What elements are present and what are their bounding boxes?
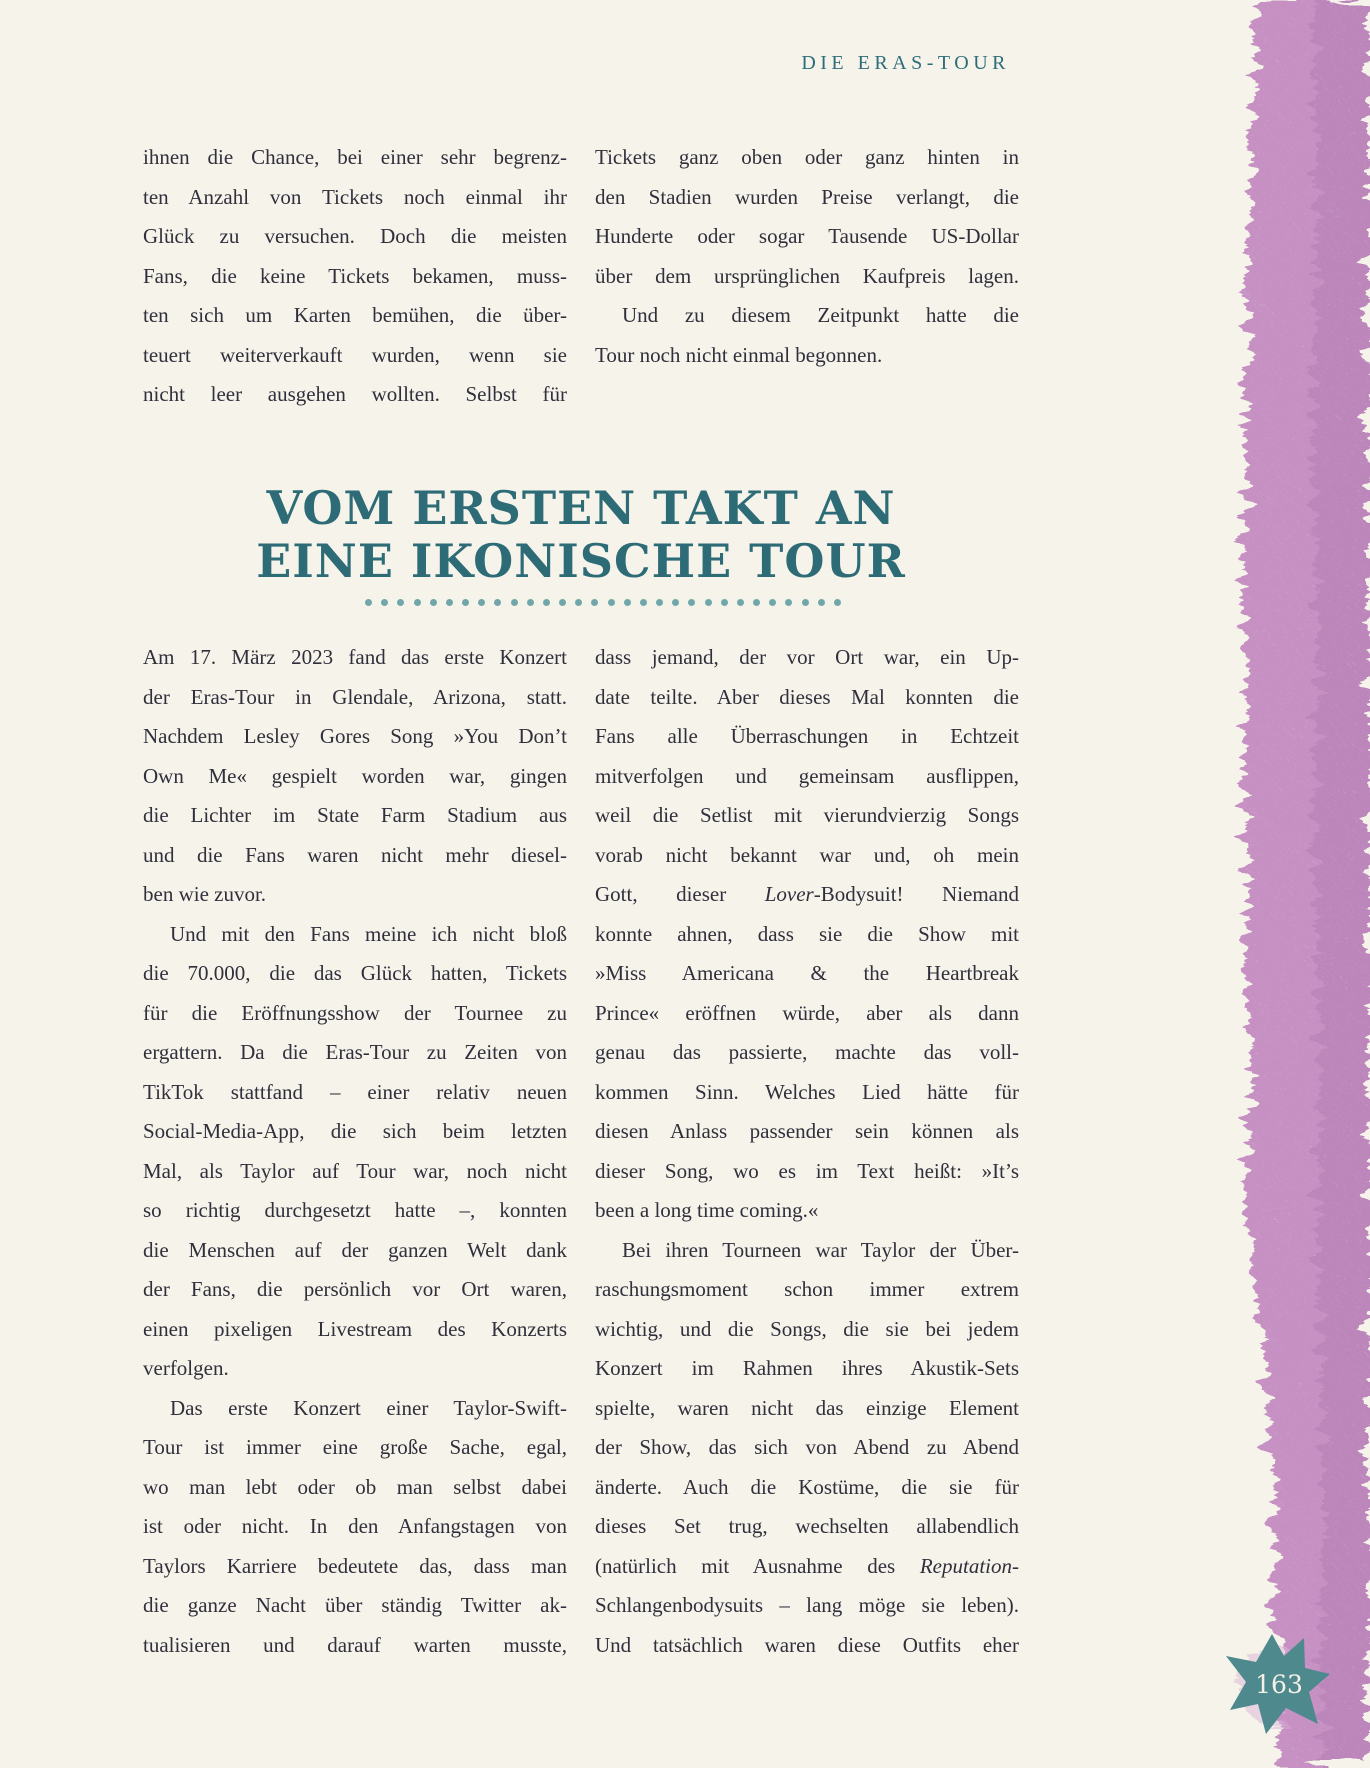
page-number-badge (1222, 1628, 1334, 1740)
intro-column-left (143, 138, 567, 415)
divider-dot (575, 599, 582, 606)
divider-dot (608, 599, 615, 606)
text-line: Schlangenbodysuits – lang möge sie leben). (595, 1593, 1019, 1617)
purple-brushstroke (1070, 0, 1370, 1768)
page-number: 163 (1255, 1670, 1303, 1699)
text-line: dieses Set trug, wechselten allabendlich (595, 1514, 1019, 1538)
divider-dot (478, 599, 485, 606)
text-line: Tour ist immer eine große Sache, egal, (143, 1435, 567, 1459)
text-line: Und zu diesem Zeitpunkt hatte die (622, 303, 1019, 327)
dotted-divider (365, 598, 841, 606)
text-line: Hunderte oder sogar Tausende US-Dollar (595, 224, 1019, 248)
text-line: über dem ursprünglichen Kaufpreis lagen. (595, 263, 1019, 288)
text-line: Bei ihren Tourneen war Taylor der Über- (622, 1237, 1019, 1262)
text-line: Mal, als Taylor auf Tour war, noch nicht (143, 1158, 567, 1183)
text-line: ergattern. Da die Eras-Tour zu Zeiten von (143, 1040, 567, 1064)
text-line: und die Fans waren nicht mehr diesel- (143, 842, 567, 867)
text-line: Das erste Konzert einer Taylor-Swift- (170, 1395, 567, 1420)
divider-dot (737, 599, 744, 606)
divider-dot (656, 599, 663, 606)
divider-dot (785, 599, 792, 606)
text-line: raschungsmoment schon immer extrem (595, 1277, 1019, 1301)
text-line: der Show, das sich von Abend zu Abend (595, 1435, 1019, 1459)
body-column-left (143, 638, 567, 1665)
divider-dot (721, 599, 728, 606)
text-line: Am 17. März 2023 fand das erste Konzert (143, 645, 567, 669)
divider-dot (397, 599, 404, 606)
chapter-heading (143, 482, 1019, 588)
text-line: ten Anzahl von Tickets noch einmal ihr (143, 184, 567, 209)
running-header: DIE ERAS-TOUR (801, 52, 1010, 74)
divider-dot (769, 599, 776, 606)
divider-dot (705, 599, 712, 606)
text-line: been a long time coming.« (595, 1198, 819, 1222)
text-line: weil die Setlist mit vierundvierzig Songs (595, 803, 1019, 827)
text-line: wichtig, und die Songs, die sie bei jedem (595, 1316, 1019, 1341)
text-line: Glück zu versuchen. Doch die meisten (143, 224, 567, 248)
text-line: den Stadien wurden Preise verlangt, die (595, 184, 1019, 209)
text-line: Taylors Karriere bedeutete das, dass man (143, 1553, 567, 1578)
text-line: Fans, die keine Tickets bekamen, muss- (143, 263, 567, 288)
text-line: für die Eröffnungsshow der Tournee zu (143, 1000, 567, 1025)
text-line: Tour noch nicht einmal begonnen. (595, 342, 883, 367)
intro-column-right (595, 138, 1019, 415)
text-line: mitverfolgen und gemeinsam ausflippen, (595, 763, 1019, 788)
text-line: genau das passierte, machte das voll- (595, 1040, 1019, 1064)
text-line: der Eras-Tour in Glendale, Arizona, statt. (143, 684, 567, 709)
text-line: Nachdem Lesley Gores Song »You Don’t (143, 724, 567, 748)
text-line: konnte ahnen, dass sie die Show mit (595, 921, 1019, 946)
divider-dot (688, 599, 695, 606)
text-line: Fans alle Überraschungen in Echtzeit (595, 724, 1019, 748)
intro-section (143, 138, 1019, 415)
text-line: dieser Song, wo es im Text heißt: »It’s (595, 1158, 1019, 1183)
text-line: wo man lebt oder ob man selbst dabei (143, 1474, 567, 1499)
text-line: einen pixeligen Livestream des Konzerts (143, 1316, 567, 1341)
text-line: ihnen die Chance, bei einer sehr begrenz- (143, 145, 567, 169)
divider-dot (511, 599, 518, 606)
divider-dot (672, 599, 679, 606)
body-column-right (595, 638, 1019, 1665)
text-line: Prince« eröffnen würde, aber als dann (595, 1000, 1019, 1025)
text-line: »Miss Americana & the Heartbreak (595, 961, 1019, 985)
text-line: date teilte. Aber dieses Mal konnten die (595, 684, 1019, 709)
divider-dot (818, 599, 825, 606)
divider-dot (381, 599, 388, 606)
text-line: TikTok stattfand – einer relativ neuen (143, 1079, 567, 1104)
divider-dot (834, 599, 841, 606)
text-line: kommen Sinn. Welches Lied hätte für (595, 1079, 1019, 1104)
text-line: so richtig durchgesetzt hatte –, konnten (143, 1198, 567, 1222)
text-line: diesen Anlass passender sein können als (595, 1119, 1019, 1143)
text-line: teuert weiterverkauft wurden, wenn sie (143, 342, 567, 367)
text-line: ist oder nicht. In den Anfangstagen von (143, 1514, 567, 1538)
divider-dot (462, 599, 469, 606)
divider-dot (527, 599, 534, 606)
text-line: die Menschen auf der ganzen Welt dank (143, 1237, 567, 1262)
divider-dot (624, 599, 631, 606)
text-line: Social-Media-App, die sich beim letzten (143, 1119, 567, 1143)
text-line: (natürlich mit Ausnahme des Reputation- (595, 1553, 1019, 1578)
text-line: Tickets ganz oben oder ganz hinten in (595, 145, 1019, 169)
text-line: die Lichter im State Farm Stadium aus (143, 803, 567, 827)
divider-dot (591, 599, 598, 606)
divider-dot (414, 599, 421, 606)
divider-dot (802, 599, 809, 606)
text-line: die 70.000, die das Glück hatten, Tickets (143, 961, 567, 985)
text-line: die ganze Nacht über ständig Twitter ak- (143, 1593, 567, 1617)
text-line: Own Me« gespielt worden war, gingen (143, 763, 567, 788)
divider-dot (365, 599, 372, 606)
text-line: der Fans, die persönlich vor Ort waren, (143, 1277, 567, 1301)
text-line: verfolgen. (143, 1356, 229, 1380)
divider-dot (753, 599, 760, 606)
text-line: Und mit den Fans meine ich nicht bloß (170, 921, 567, 946)
divider-dot (559, 599, 566, 606)
text-line: nicht leer ausgehen wollten. Selbst für (143, 382, 567, 406)
chapter-heading-line1: VOM ERSTEN TAKT AN (266, 481, 896, 535)
text-line: dass jemand, der vor Ort war, ein Up- (595, 645, 1019, 669)
divider-dot (543, 599, 550, 606)
text-line: tualisieren und darauf warten musste, (143, 1632, 567, 1657)
text-line: spielte, waren nicht das einzige Element (595, 1395, 1019, 1420)
text-line: vorab nicht bekannt war und, oh mein (595, 842, 1019, 867)
body-section (143, 638, 1019, 1665)
text-line: änderte. Auch die Kostüme, die sie für (595, 1474, 1019, 1499)
text-line: Konzert im Rahmen ihres Akustik-Sets (595, 1356, 1019, 1380)
text-line: Gott, dieser Lover-Bodysuit! Niemand (595, 882, 1019, 906)
divider-dot (494, 599, 501, 606)
text-line: ben wie zuvor. (143, 882, 267, 906)
text-line: ten sich um Karten bemühen, die über- (143, 303, 567, 327)
divider-dot (446, 599, 453, 606)
chapter-heading-line2: EINE IKONISCHE TOUR (256, 534, 906, 588)
divider-dot (640, 599, 647, 606)
divider-dot (430, 599, 437, 606)
text-line: Und tatsächlich waren diese Outfits eher (595, 1632, 1019, 1657)
